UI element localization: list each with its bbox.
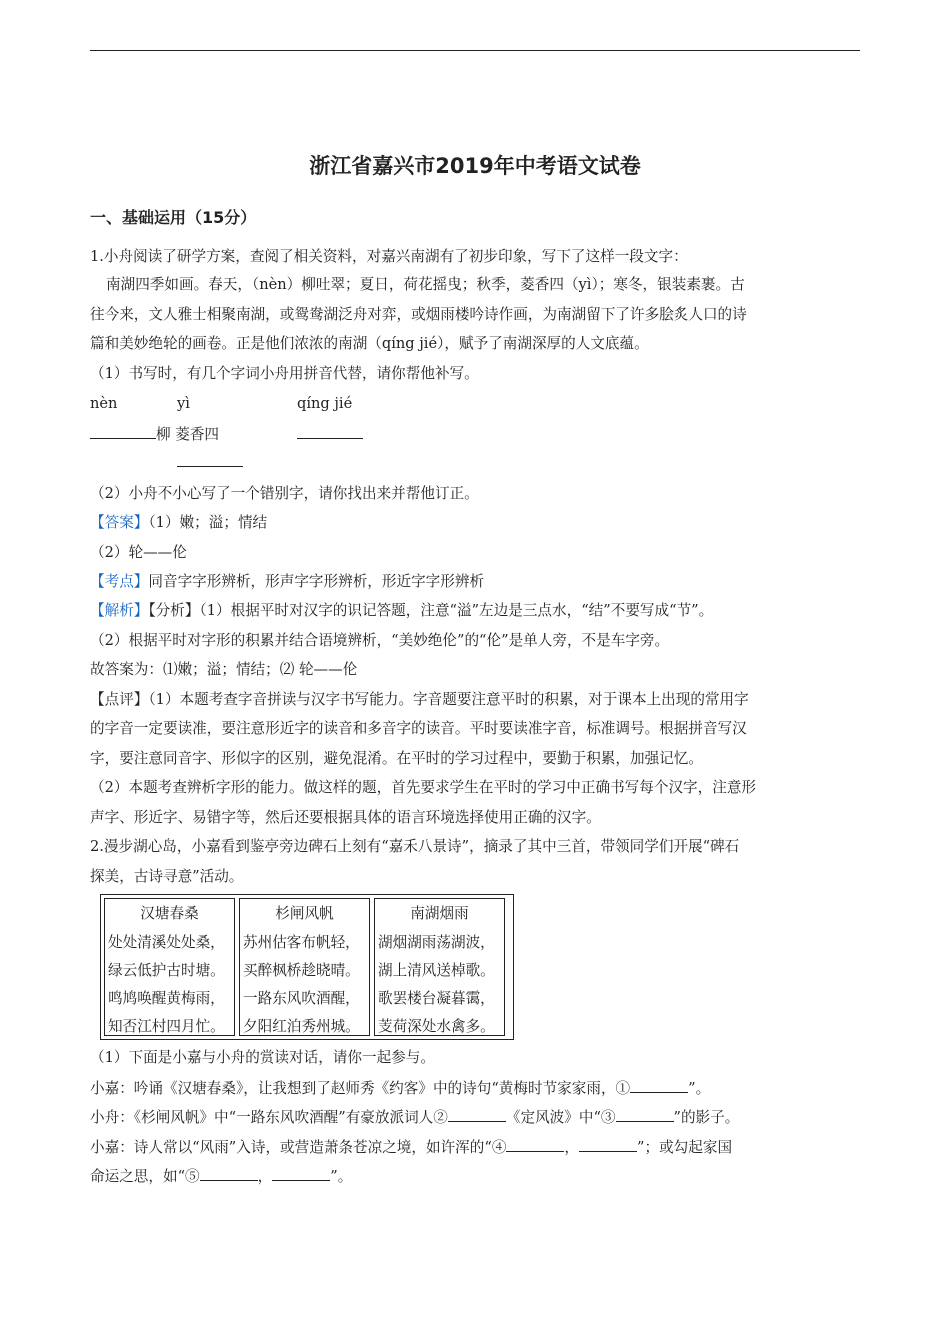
dialogue-line [90,1107,739,1128]
poem-line: 芰荷深处水禽多。 [378,1018,495,1035]
dialogue-text: 小嘉：吟诵《汉塘春桑》，让我想到了赵师秀《约客》中的诗句“黄梅时节家家雨，① [90,1080,631,1097]
q1-intro: 1.小舟阅读了研学方案，查阅了相关资料，对嘉兴南湖有了初步印象，写下了这样一段文字： [90,248,688,265]
jiexi-text-3: 故答案为：⑴嫩；溢；情结；⑵ 轮——伦 [90,661,358,678]
poem-line: 绿云低护古时塘。 [108,962,225,979]
comment-line: 【点评】（1）本题考查字音拼读与汉字书写能力。字音题要注意平时的积累，对于课本上出现的常用字 [90,691,749,708]
dialogue-text: 小舟：《杉闸风帆》中“一路东风吹酒醒”有豪放派词人② [90,1109,448,1126]
fill-text: 柳 菱香四 [156,426,220,443]
poem-line: 一路东风吹酒醒， [243,990,360,1007]
answer-blank[interactable] [90,424,156,439]
pinyin-3: qíng jié [297,395,353,412]
comment-line: （2）本题考查辨析字形的能力。做这样的题，首先要求学生在平时的学习中正确书写每个汉字，注意形 [90,779,757,796]
dialogue-text: 命运之思，如“⑤ [90,1168,200,1185]
poem-title: 杉闸风帆 [275,905,334,922]
section-heading: 一、基础运用（15分） [90,208,257,227]
dialogue-text: 小嘉：诗人常以“风雨”入诗，或营造萧条苍凉之境，如许浑的“④ [90,1139,507,1156]
kaodian-label: 【考点】 [90,573,149,590]
poem-line: 鸣鸠唤醒黄梅雨， [108,990,225,1007]
answer-label: 【答案】 [90,514,149,531]
fill-row [90,424,219,445]
poem-title: 南湖烟雨 [410,905,469,922]
q2-sub-question: （1）下面是小嘉与小舟的赏读对话，请你一起参与。 [90,1049,435,1066]
header-rule [90,50,860,51]
jiexi-label: 【解析】 [90,602,149,619]
answer-blank[interactable] [630,1078,688,1093]
page-title: 浙江省嘉兴市2019年中考语文试卷 [309,154,641,178]
dialogue-line [90,1137,732,1158]
q1-paragraph-line: 南湖四季如画。春天，（nèn）柳吐翠；夏日，荷花摇曳；秋季，菱香四（yì）；寒冬，银装素裹。古 [106,276,745,293]
pinyin-1: nèn [90,395,118,412]
poem-line: 买醉枫桥趁晓晴。 [243,962,360,979]
dialogue-text: ”。 [330,1168,353,1185]
answer-blank[interactable] [200,1166,258,1181]
dialogue-line [90,1078,710,1099]
answer-blank[interactable] [177,452,243,467]
answer-row [90,513,267,533]
poem-column [239,898,370,1036]
fill-row-second [177,452,243,473]
dialogue-text: ”；或勾起家国 [637,1139,733,1156]
dialogue-text: ”的影子。 [673,1109,740,1126]
q1-paragraph-line: 篇和美妙绝轮的画卷。正是他们浓浓的南湖（qíng jié），赋予了南湖深厚的人文底蕴。 [90,335,649,352]
poem-column [374,898,505,1036]
poem-column [104,898,235,1036]
answer-text-2: （2）轮——伦 [90,544,187,561]
answer-blank[interactable] [579,1137,637,1152]
poem-line: 湖上清风送棹歌。 [378,962,495,979]
jiexi-row [90,601,713,621]
q1-paragraph-line: 往今来，文人雅士相聚南湖，或鸳鸯湖泛舟对弈，或烟雨楼吟诗作画，为南湖留下了许多脍炙人口的诗 [90,306,747,323]
q2-intro: 2.漫步湖心岛，小嘉看到鉴亭旁边碑石上刻有“嘉禾八景诗”，摘录了其中三首，带领同学们开展“碑石 [90,838,740,855]
poem-line: 夕阳红泊秀州城。 [243,1018,360,1035]
poem-line: 歌罢楼台凝暮霭， [378,990,495,1007]
poem-table [100,894,514,1040]
answer-text: （1）嫩；溢；情结 [148,514,268,531]
comment-line: 字，要注意同音字、形似字的区别，避免混淆。在平时的学习过程中，要勤于积累，加强记忆。 [90,750,703,767]
answer-blank[interactable] [272,1166,330,1181]
answer-blank[interactable] [616,1107,674,1122]
pinyin-2: yì [177,395,190,412]
poem-title: 汉塘春桑 [140,905,199,922]
q1-sub-question: （2）小舟不小心写了一个错别字，请你找出来并帮他订正。 [90,485,479,502]
dialogue-text: ， [564,1139,580,1156]
dialogue-text: 《定风波》中“③ [505,1109,616,1126]
answer-blank[interactable] [506,1137,564,1152]
q2-intro-2: 探美，古诗寻意”活动。 [90,868,244,885]
poem-line: 苏州估客布帆轻， [243,934,360,951]
jiexi-text-2: （2）根据平时对字形的积累并结合语境辨析，“美妙绝伦”的“伦”是单人旁，不是车字旁。 [90,632,670,649]
dialogue-line [90,1166,352,1187]
answer-blank[interactable] [448,1107,506,1122]
dialogue-text: ”。 [688,1080,711,1097]
q1-sub-question: （1）书写时，有几个字词小舟用拼音代替，请你帮他补写。 [90,365,479,382]
fill-row-right [297,424,363,445]
poem-line: 湖烟湖雨荡湖波， [378,934,495,951]
answer-blank[interactable] [297,424,363,439]
poem-line: 处处清溪处处桑， [108,934,225,951]
comment-line: 声字、形近字、易错字等，然后还要根据具体的语言环境选择使用正确的汉字。 [90,809,601,826]
poem-line: 知否江村四月忙。 [108,1018,225,1035]
comment-line: 的字音一定要读准，要注意形近字的读音和多音字的读音。平时要读准字音，标准调号。根据拼音写汉 [90,720,747,737]
jiexi-text: 【分析】（1）根据平时对汉字的识记答题，注意“溢”左边是三点水，“结”不要写成“节”。 [148,602,714,619]
dialogue-text: ， [257,1168,273,1185]
kaodian-text: 同音字字形辨析，形声字字形辨析，形近字字形辨析 [148,573,485,590]
kaodian-row [90,572,484,592]
